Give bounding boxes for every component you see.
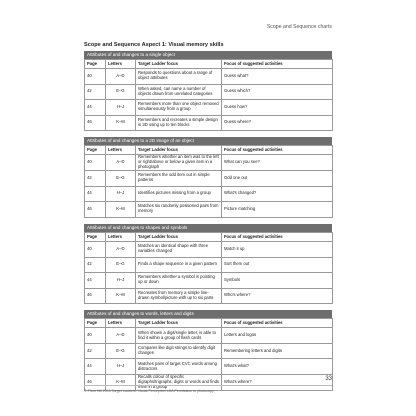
- cell-focus: Who's where?: [222, 288, 333, 304]
- cell-page: 42: [85, 343, 106, 359]
- section-single-object: [84, 51, 332, 131]
- running-head: Scope and Sequence charts: [266, 24, 332, 30]
- column-header-letters: Letters: [106, 60, 136, 69]
- section-words-letters-digits: [84, 310, 332, 390]
- skills-table: [84, 145, 333, 217]
- table-row: [85, 288, 333, 304]
- section-2d-image: [84, 137, 332, 217]
- table-row: [85, 202, 333, 218]
- cell-focus: Guess where?: [222, 115, 333, 131]
- column-header-page: Page: [85, 146, 106, 155]
- scope-tables: [84, 51, 332, 397]
- cell-page: 40: [85, 69, 106, 85]
- column-header-target: Target Ladder focus: [136, 60, 222, 69]
- table-row: [85, 84, 333, 100]
- cell-focus: Sort them out: [222, 257, 333, 273]
- section-heading: Attributes of and changes to a single object: [84, 51, 332, 59]
- cell-letters: H–J: [106, 359, 136, 375]
- cell-focus: Guess which?: [222, 84, 333, 100]
- cell-target: When shown a digit/single letter, is able to find it within a group of flash cards: [136, 328, 222, 344]
- cell-target: Identifies pictures missing from a group: [136, 186, 222, 202]
- column-header-target: Target Ladder focus: [136, 319, 222, 328]
- cell-page: 42: [85, 171, 106, 187]
- column-header-focus: Focus of suggested activities: [222, 60, 333, 69]
- column-header-target: Target Ladder focus: [136, 233, 222, 242]
- cell-focus: Picture matching: [222, 202, 333, 218]
- cell-page: 40: [85, 155, 106, 171]
- cell-letters: K–M: [106, 374, 136, 390]
- cell-page: 46: [85, 115, 106, 131]
- table-row: [85, 100, 333, 116]
- column-header-focus: Focus of suggested activities: [222, 319, 333, 328]
- cell-letters: E–G: [106, 257, 136, 273]
- cell-target: Remembers and recreates a simple design in 3D using up to ten blocks: [136, 115, 222, 131]
- skills-table: [84, 59, 333, 131]
- cell-focus: What can you see?: [222, 155, 333, 171]
- table-row: [85, 343, 333, 359]
- cell-letters: E–G: [106, 171, 136, 187]
- page-title: Scope and Sequence Aspect 1: Visual memory skills: [84, 42, 224, 48]
- table-row: [85, 374, 333, 390]
- table-row: [85, 242, 333, 258]
- cell-letters: A–D: [106, 155, 136, 171]
- cell-letters: A–D: [106, 242, 136, 258]
- cell-page: 46: [85, 374, 106, 390]
- cell-focus: Odd one out: [222, 171, 333, 187]
- cell-target: Remembers the odd item out in simple patterns: [136, 171, 222, 187]
- column-header-focus: Focus of suggested activities: [222, 233, 333, 242]
- cell-letters: E–G: [106, 343, 136, 359]
- column-header-letters: Letters: [106, 146, 136, 155]
- column-header-letters: Letters: [106, 319, 136, 328]
- cell-letters: A–D: [106, 328, 136, 344]
- cell-page: 44: [85, 273, 106, 289]
- column-header-letters: Letters: [106, 233, 136, 242]
- table-row: [85, 69, 333, 85]
- cell-letters: K–M: [106, 115, 136, 131]
- cell-target: Matches six randomly positioned pairs from memory: [136, 202, 222, 218]
- table-header-row: [85, 60, 333, 69]
- cell-page: 44: [85, 100, 106, 116]
- section-heading: Attributes of and changes to shapes and symbols: [84, 224, 332, 232]
- table-row: [85, 328, 333, 344]
- cell-letters: H–J: [106, 186, 136, 202]
- cell-page: 46: [85, 288, 106, 304]
- cell-target: When asked, can name a number of objects drawn from unrelated categories: [136, 84, 222, 100]
- cell-target: Remembers more than one object removed simultaneously from a group: [136, 100, 222, 116]
- table-row: [85, 359, 333, 375]
- cell-target: Remembers whether a symbol is pointing up or down: [136, 273, 222, 289]
- cell-page: 44: [85, 359, 106, 375]
- table-header-row: [85, 319, 333, 328]
- column-header-page: Page: [85, 60, 106, 69]
- cell-page: 42: [85, 84, 106, 100]
- footer-divider: [84, 385, 332, 386]
- cell-focus: Symbols: [222, 273, 333, 289]
- cell-target: Responds to questions about a range of object attributes: [136, 69, 222, 85]
- cell-focus: Letters and logos: [222, 328, 333, 344]
- column-header-target: Target Ladder focus: [136, 146, 222, 155]
- cell-page: 40: [85, 328, 106, 344]
- cell-target: Matches an identical shape with three variables changed: [136, 242, 222, 258]
- cell-target: Finds a shape sequence in a given pattern: [136, 257, 222, 273]
- column-header-page: Page: [85, 233, 106, 242]
- cell-letters: A–D: [106, 69, 136, 85]
- skills-table: [84, 232, 333, 304]
- cell-focus: What's what?: [222, 359, 333, 375]
- table-header-row: [85, 233, 333, 242]
- cell-focus: Match it up: [222, 242, 333, 258]
- cell-target: Recalls colour of specific digraphs/trigraphs, digits or words and finds them in a group: [136, 374, 222, 390]
- section-heading: Attributes of and changes to words, letters and digits: [84, 310, 332, 318]
- cell-focus: Remembering letters and digits: [222, 343, 333, 359]
- table-row: [85, 186, 333, 202]
- cell-focus: Guess what?: [222, 69, 333, 85]
- cell-page: 40: [85, 242, 106, 258]
- skills-table: [84, 318, 333, 390]
- cell-page: 46: [85, 202, 106, 218]
- cell-letters: H–J: [106, 273, 136, 289]
- table-row: [85, 115, 333, 131]
- cell-target: Matches pairs of target CVC words among distractors: [136, 359, 222, 375]
- cell-letters: K–M: [106, 288, 136, 304]
- page-number: 33: [325, 376, 332, 382]
- table-row: [85, 257, 333, 273]
- cell-target: Recreates from memory a simple line-drawn symbol/picture with up to six parts: [136, 288, 222, 304]
- section-shapes-symbols: [84, 224, 332, 304]
- cell-target: Compares like digit strings to identify digit changes: [136, 343, 222, 359]
- footer-copyright: © Plum Hill 2015 Target Ladders: Visual Perception LDA Permission to photocopy: [84, 389, 214, 393]
- table-row: [85, 273, 333, 289]
- cell-page: 44: [85, 186, 106, 202]
- cell-letters: E–G: [106, 84, 136, 100]
- cell-focus: What's changed?: [222, 186, 333, 202]
- cell-page: 42: [85, 257, 106, 273]
- table-row: [85, 171, 333, 187]
- cell-letters: K–M: [106, 202, 136, 218]
- cell-letters: H–J: [106, 100, 136, 116]
- cell-focus: Guess how?: [222, 100, 333, 116]
- column-header-page: Page: [85, 319, 106, 328]
- cell-focus: What's where?: [222, 374, 333, 390]
- cell-target: Remembers whether an item was to the left or right/above or below a given item in a photograph: [136, 155, 222, 171]
- table-row: [85, 155, 333, 171]
- section-heading: Attributes of and changes to a 2D image of an object: [84, 137, 332, 145]
- column-header-focus: Focus of suggested activities: [222, 146, 333, 155]
